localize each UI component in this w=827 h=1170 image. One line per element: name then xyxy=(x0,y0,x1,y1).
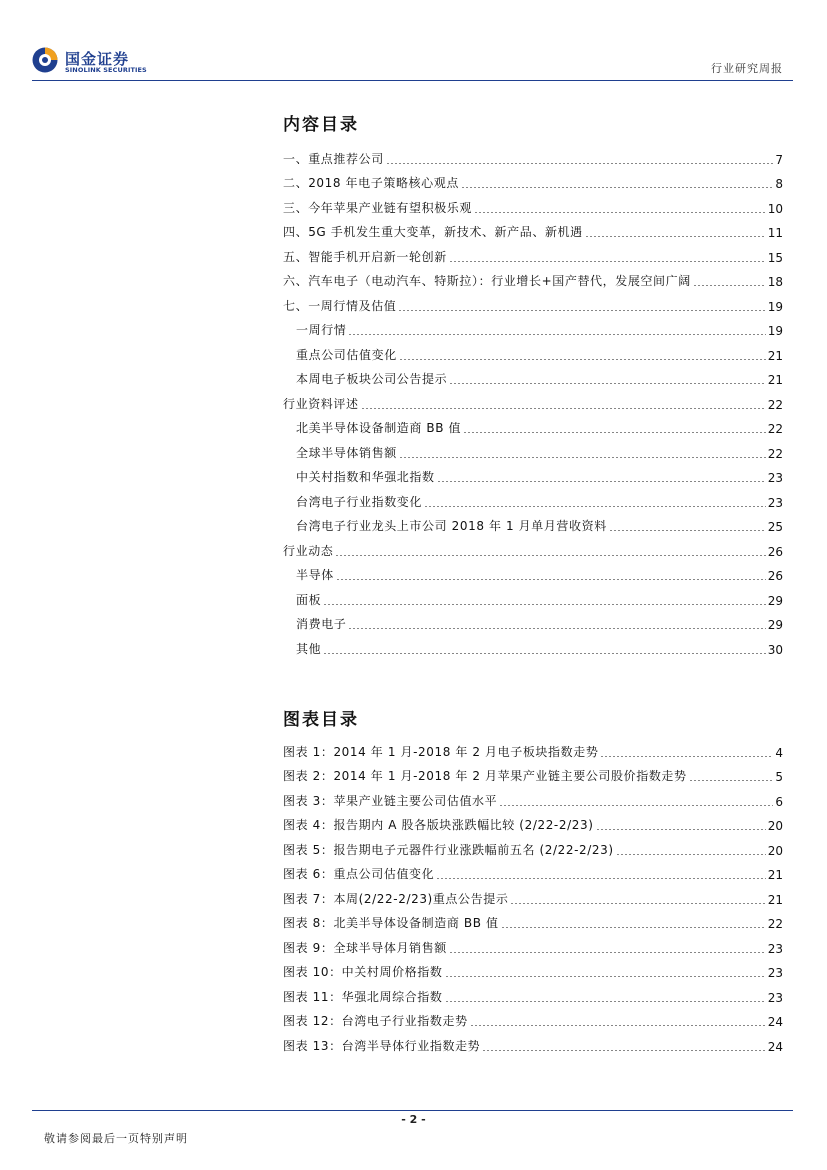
figure-entry-page: 20 xyxy=(767,843,783,858)
dot-leader xyxy=(474,212,766,213)
figure-entry-text: 图表 6：重点公司估值变化 xyxy=(283,867,435,881)
figure-entry-page: 6 xyxy=(775,794,783,809)
figure-entry-page: 24 xyxy=(767,1015,783,1029)
toc-entry[interactable] xyxy=(283,338,783,363)
dot-leader xyxy=(323,653,766,654)
figure-entry-page: 22 xyxy=(767,917,783,931)
figure-entry-text: 图表 12：台湾电子行业指数走势 xyxy=(283,1014,468,1028)
dot-leader xyxy=(482,1050,765,1051)
dot-leader xyxy=(399,359,766,360)
figure-entry-page: 5 xyxy=(775,770,783,784)
toc-entry[interactable] xyxy=(283,485,783,510)
figure-entry-text: 图表 10：中关村周价格指数 xyxy=(283,965,443,979)
toc-entry-page: 26 xyxy=(767,544,783,559)
toc-entry[interactable] xyxy=(283,314,783,339)
figure-entry[interactable] xyxy=(283,735,783,760)
dot-leader xyxy=(445,1001,766,1002)
toc-entry-page: 23 xyxy=(767,471,783,485)
figure-entry[interactable] xyxy=(283,1005,783,1030)
dot-leader xyxy=(449,261,766,262)
toc-entry-text: 七、一周行情及估值 xyxy=(283,298,397,313)
figure-entry[interactable] xyxy=(283,931,783,956)
toc-entry-page: 23 xyxy=(767,495,783,510)
toc-entry-text: 一周行情 xyxy=(296,323,347,337)
toc-entry[interactable] xyxy=(283,216,783,241)
toc-entry-text: 四、5G 手机发生重大变革，新技术、新产品、新机遇 xyxy=(283,225,583,239)
toc-title: 内容目录 xyxy=(283,115,359,135)
toc-entry-page: 7 xyxy=(775,152,783,167)
toc-entry-text: 北美半导体设备制造商 BB 值 xyxy=(296,421,462,435)
figure-entry[interactable] xyxy=(283,858,783,883)
figure-entry[interactable] xyxy=(283,956,783,981)
figure-entry-page: 4 xyxy=(775,745,783,760)
figure-entry-page: 20 xyxy=(767,819,783,833)
report-type-label: 行业研究周报 xyxy=(711,62,783,75)
toc-entry[interactable] xyxy=(283,461,783,486)
toc-entry-page: 19 xyxy=(767,299,783,314)
toc-entry[interactable] xyxy=(283,289,783,314)
figure-entry-text: 图表 1：2014 年 1 月-2018 年 2 月电子板块指数走势 xyxy=(283,744,599,759)
figure-entry[interactable] xyxy=(283,882,783,907)
dot-leader xyxy=(386,163,774,164)
dot-leader xyxy=(437,481,766,482)
toc-entry-text: 全球半导体销售额 xyxy=(296,445,397,460)
figure-entry[interactable] xyxy=(283,833,783,858)
toc-entry[interactable] xyxy=(283,265,783,290)
logo-chinese-name: 国金证券 xyxy=(65,50,130,68)
toc-entry-text: 中关村指数和华强北指数 xyxy=(296,470,435,484)
figure-entry-text: 图表 2：2014 年 1 月-2018 年 2 月苹果产业链主要公司股价指数走势 xyxy=(283,769,687,783)
toc-entry-page: 21 xyxy=(767,348,783,363)
dot-leader xyxy=(449,952,766,953)
dot-leader xyxy=(689,780,774,781)
toc-entry-text: 本周电子板块公司公告提示 xyxy=(296,372,448,386)
dot-leader xyxy=(596,829,766,830)
toc-entry[interactable] xyxy=(283,142,783,167)
dot-leader xyxy=(510,903,765,904)
toc-entry-page: 22 xyxy=(767,446,783,461)
toc-entry-text: 行业资料评述 xyxy=(283,396,359,411)
figure-entry[interactable] xyxy=(283,907,783,932)
toc-entry-text: 三、今年苹果产业链有望积极乐观 xyxy=(283,200,473,215)
figure-entry-page: 23 xyxy=(767,966,783,980)
figure-entry-text: 图表 3：苹果产业链主要公司估值水平 xyxy=(283,793,498,808)
toc-entry-page: 18 xyxy=(767,275,783,289)
toc-entry[interactable] xyxy=(283,559,783,584)
figure-entry-page: 23 xyxy=(767,941,783,956)
dot-leader xyxy=(399,457,766,458)
dot-leader xyxy=(449,383,766,384)
toc-entry[interactable] xyxy=(283,632,783,657)
toc-entry[interactable] xyxy=(283,436,783,461)
toc-entry[interactable] xyxy=(283,534,783,559)
figures-title: 图表目录 xyxy=(283,710,359,730)
toc-entry-page: 22 xyxy=(767,422,783,436)
dot-leader xyxy=(335,555,765,556)
figure-entry-text: 图表 8：北美半导体设备制造商 BB 值 xyxy=(283,916,499,930)
toc-entry-text: 消费电子 xyxy=(296,617,347,631)
toc-entry[interactable] xyxy=(283,510,783,535)
logo-english-name: SINOLINK SECURITIES xyxy=(65,66,147,74)
toc-entry-page: 19 xyxy=(767,324,783,338)
dot-leader xyxy=(445,976,766,977)
dot-leader xyxy=(499,805,773,806)
footer-divider xyxy=(32,1110,793,1111)
toc-entry-page: 29 xyxy=(767,593,783,608)
company-logo xyxy=(32,47,162,77)
toc-entry-page: 21 xyxy=(767,373,783,387)
toc-entry-page: 29 xyxy=(767,618,783,632)
figures-list xyxy=(283,735,783,1054)
toc-entry-page: 10 xyxy=(767,201,783,216)
toc-entry-text: 一、重点推荐公司 xyxy=(283,151,384,166)
dot-leader xyxy=(609,530,766,531)
dot-leader xyxy=(501,927,766,928)
figure-entry[interactable] xyxy=(283,760,783,785)
toc-entry-page: 22 xyxy=(767,397,783,412)
toc-entry-page: 25 xyxy=(767,520,783,534)
figure-entry-text: 图表 4：报告期内 A 股各版块涨跌幅比较 (2/22-2/23) xyxy=(283,818,594,832)
figure-entry-page: 23 xyxy=(767,990,783,1005)
toc-entry[interactable] xyxy=(283,191,783,216)
dot-leader xyxy=(461,187,773,188)
toc-list xyxy=(283,142,783,657)
toc-entry-text: 二、2018 年电子策略核心观点 xyxy=(283,176,459,190)
dot-leader xyxy=(600,756,773,757)
dot-leader xyxy=(436,878,765,879)
figure-entry[interactable] xyxy=(283,980,783,1005)
toc-entry-page: 26 xyxy=(767,569,783,583)
figure-entry-text: 图表 5：报告期电子元器件行业涨跌幅前五名 (2/22-2/23) xyxy=(283,842,614,857)
sinolink-logo-icon xyxy=(32,47,58,73)
figure-entry[interactable] xyxy=(283,809,783,834)
toc-entry[interactable] xyxy=(283,240,783,265)
toc-entry-page: 11 xyxy=(767,226,783,240)
dot-leader xyxy=(463,432,766,433)
figure-entry[interactable] xyxy=(283,1029,783,1054)
toc-entry-text: 五、智能手机开启新一轮创新 xyxy=(283,249,447,264)
figure-entry-text: 图表 11：华强北周综合指数 xyxy=(283,989,443,1004)
toc-entry-text: 行业动态 xyxy=(283,543,334,558)
toc-entry-text: 台湾电子行业指数变化 xyxy=(296,494,423,509)
dot-leader xyxy=(424,506,766,507)
toc-entry[interactable] xyxy=(283,583,783,608)
toc-entry-text: 六、汽车电子（电动汽车、特斯拉）：行业增长+国产替代，发展空间广阔 xyxy=(283,274,691,288)
figure-entry-page: 21 xyxy=(767,892,783,907)
figure-entry-text: 图表 7：本周(2/22-2/23)重点公告提示 xyxy=(283,891,509,906)
dot-leader xyxy=(348,334,765,335)
toc-entry-text: 重点公司估值变化 xyxy=(296,347,397,362)
toc-entry[interactable] xyxy=(283,412,783,437)
toc-entry-page: 8 xyxy=(775,177,783,191)
dot-leader xyxy=(585,236,766,237)
figure-entry-page: 21 xyxy=(767,868,783,882)
figure-entry-text: 图表 9：全球半导体月销售额 xyxy=(283,940,447,955)
dot-leader xyxy=(398,310,765,311)
dot-leader xyxy=(348,628,765,629)
dot-leader xyxy=(616,854,766,855)
toc-entry[interactable] xyxy=(283,608,783,633)
toc-entry-text: 半导体 xyxy=(296,568,334,582)
header-divider xyxy=(32,80,793,81)
toc-entry-text: 台湾电子行业龙头上市公司 2018 年 1 月单月营收资料 xyxy=(296,519,607,533)
toc-entry[interactable] xyxy=(283,167,783,192)
figure-entry[interactable] xyxy=(283,784,783,809)
figure-entry-text: 图表 13：台湾半导体行业指数走势 xyxy=(283,1038,481,1053)
dot-leader xyxy=(336,579,766,580)
toc-entry[interactable] xyxy=(283,363,783,388)
dot-leader xyxy=(361,408,766,409)
toc-entry-page: 30 xyxy=(767,642,783,657)
dot-leader xyxy=(470,1025,766,1026)
figure-entry-page: 24 xyxy=(767,1039,783,1054)
page-number: - 2 - xyxy=(401,1113,426,1126)
toc-entry-page: 15 xyxy=(767,250,783,265)
toc-entry[interactable] xyxy=(283,387,783,412)
dot-leader xyxy=(323,604,766,605)
disclaimer-text: 敬请参阅最后一页特别声明 xyxy=(44,1132,188,1145)
toc-entry-text: 其他 xyxy=(296,641,322,656)
dot-leader xyxy=(693,285,766,286)
toc-entry-text: 面板 xyxy=(296,592,322,607)
page-header xyxy=(0,0,827,82)
